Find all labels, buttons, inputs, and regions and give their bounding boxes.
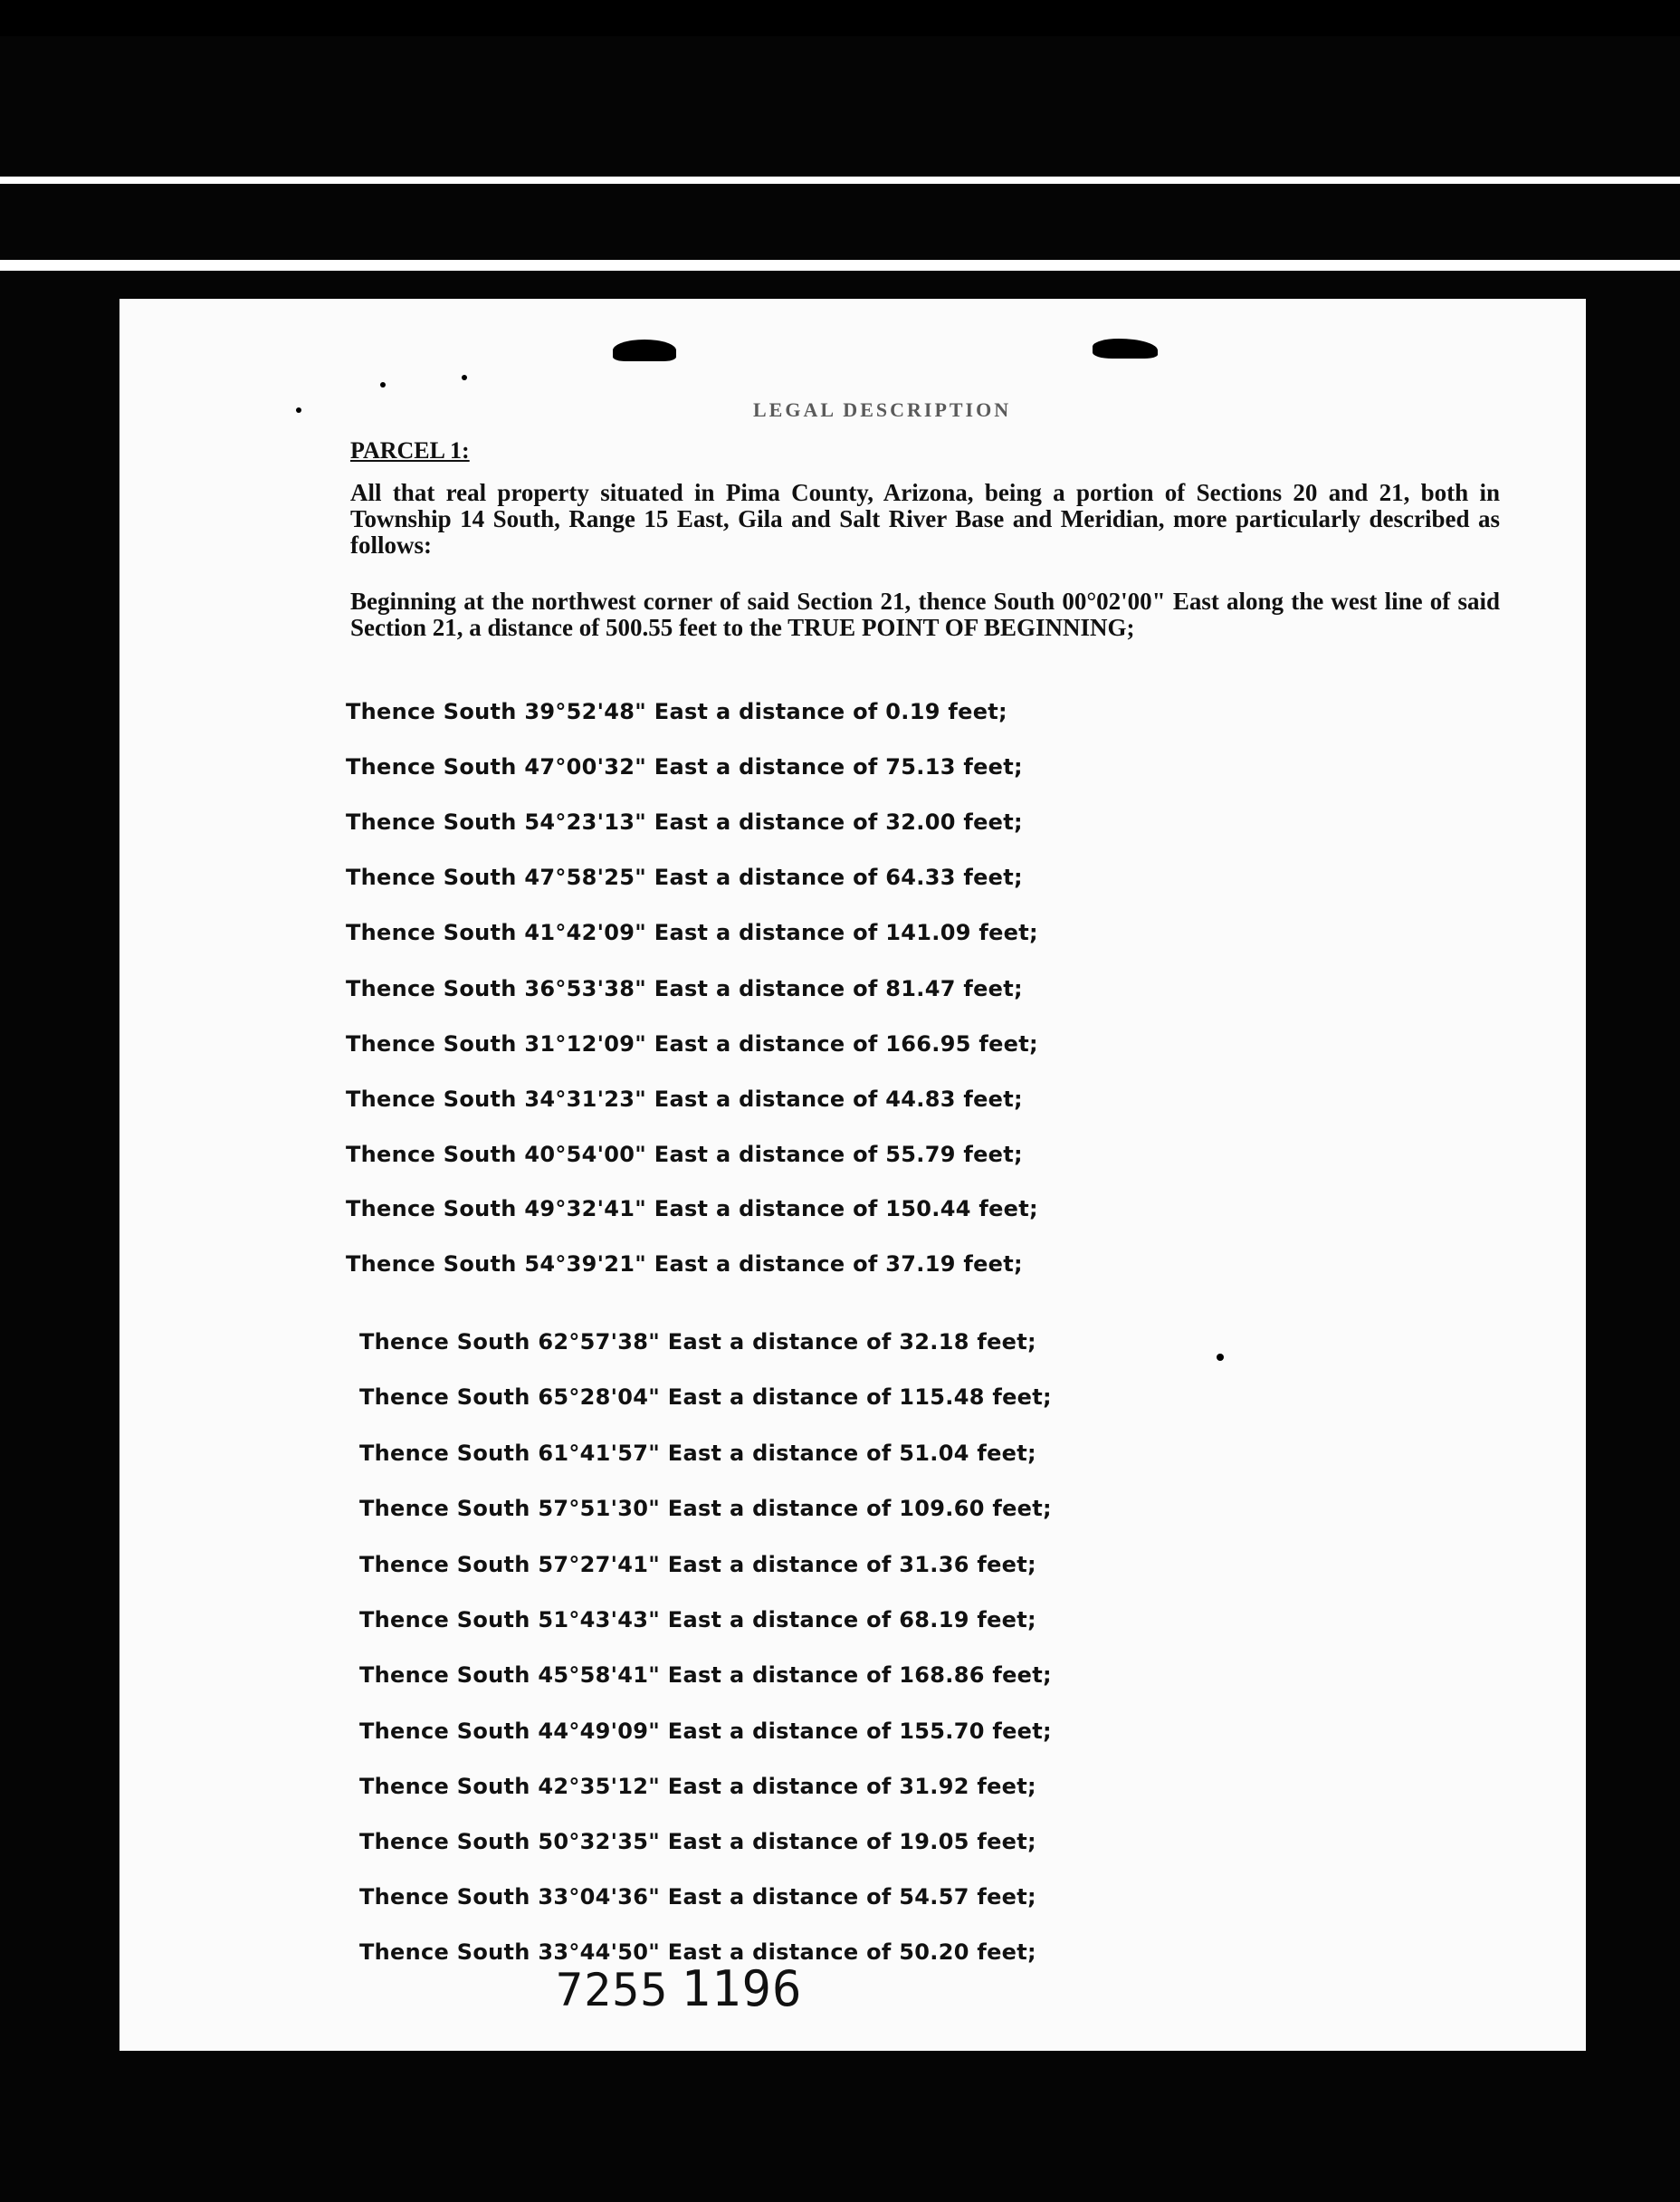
course-line: Thence South 65°28'04" East a distance of 115.48 feet; <box>359 1384 1052 1410</box>
speck <box>380 382 386 388</box>
course-line: Thence South 33°04'36" East a distance of 54.57 feet; <box>359 1884 1036 1910</box>
intro-paragraph: All that real property situated in Pima County, Arizona, being a portion of Sections 20 and 21, both in Township 14 South, Range 15 East, Gila and Salt River Base and Meridian, more particularly described as follows: <box>350 479 1500 559</box>
course-line: Thence South 33°44'50" East a distance of 50.20 feet; <box>359 1939 1036 1965</box>
course-line: Thence South 49°32'41" East a distance of 150.44 feet; <box>346 1196 1038 1221</box>
course-line: Thence South 47°00'32" East a distance of 75.13 feet; <box>346 754 1023 780</box>
stamp-page: 1196 <box>681 1960 803 2017</box>
course-line: Thence South 51°43'43" East a distance of 68.19 feet; <box>359 1607 1036 1632</box>
course-line: Thence South 61°41'57" East a distance of 51.04 feet; <box>359 1441 1036 1466</box>
speck <box>462 375 467 380</box>
punch-hole-left <box>613 340 676 361</box>
course-line: Thence South 57°27'41" East a distance of 31.36 feet; <box>359 1552 1036 1577</box>
speck <box>296 407 301 413</box>
legal-description-heading: LEGAL DESCRIPTION <box>753 398 1012 421</box>
course-line: Thence South 31°12'09" East a distance of 166.95 feet; <box>346 1031 1038 1057</box>
speck <box>1217 1354 1224 1361</box>
course-line: Thence South 39°52'48" East a distance of 0.19 feet; <box>346 699 1007 724</box>
scan-rule-upper <box>0 177 1680 184</box>
course-line: Thence South 36°53'38" East a distance of 81.47 feet; <box>346 976 1023 1001</box>
scan-rule-lower <box>0 260 1680 271</box>
course-line: Thence South 41°42'09" East a distance of 141.09 feet; <box>346 920 1038 945</box>
course-line: Thence South 44°49'09" East a distance of 155.70 feet; <box>359 1719 1052 1744</box>
recording-stamp <box>556 1960 802 2017</box>
course-line: Thence South 62°57'38" East a distance of 32.18 feet; <box>359 1329 1036 1355</box>
course-line: Thence South 47°58'25" East a distance of 64.33 feet; <box>346 865 1023 890</box>
parcel-label: PARCEL 1: <box>350 437 470 464</box>
document-page <box>119 299 1586 2051</box>
course-line: Thence South 54°23'13" East a distance of 32.00 feet; <box>346 809 1023 835</box>
course-line: Thence South 42°35'12" East a distance of 31.92 feet; <box>359 1774 1036 1799</box>
course-line: Thence South 45°58'41" East a distance of 168.86 feet; <box>359 1662 1052 1688</box>
course-line: Thence South 40°54'00" East a distance of 55.79 feet; <box>346 1142 1023 1167</box>
top-border <box>0 0 1680 36</box>
stamp-book: 7255 <box>556 1964 669 2016</box>
course-line: Thence South 54°39'21" East a distance of 37.19 feet; <box>346 1251 1023 1277</box>
punch-hole-right <box>1093 339 1158 359</box>
beginning-paragraph: Beginning at the northwest corner of said Section 21, thence South 00°02'00" East along the west line of said Section 21, a distance of 500.55 feet to the TRUE POINT OF BEGINNING; <box>350 588 1500 641</box>
course-line: Thence South 50°32'35" East a distance of 19.05 feet; <box>359 1829 1036 1854</box>
course-line: Thence South 34°31'23" East a distance of 44.83 feet; <box>346 1087 1023 1112</box>
course-line: Thence South 57°51'30" East a distance of 109.60 feet; <box>359 1496 1052 1521</box>
